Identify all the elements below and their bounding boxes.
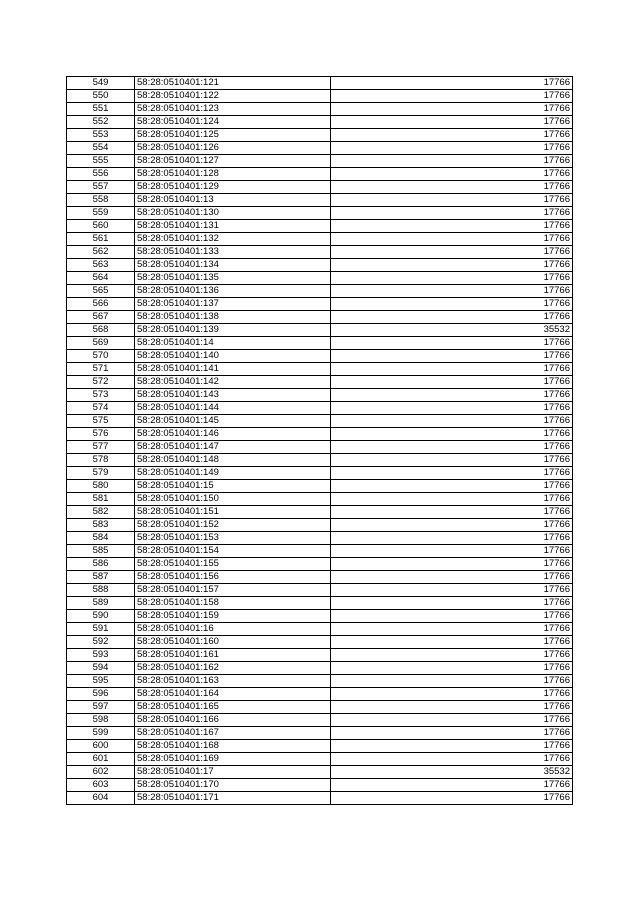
cadastral-number-cell: 58:28:0510401:161 (135, 649, 331, 662)
cadastral-number-cell: 58:28:0510401:141 (135, 363, 331, 376)
row-number-cell: 560 (67, 220, 135, 233)
cadastral-number-cell: 58:28:0510401:127 (135, 155, 331, 168)
row-number-cell: 580 (67, 480, 135, 493)
value-cell: 17766 (331, 584, 573, 597)
table-row (67, 220, 573, 233)
table-row (67, 532, 573, 545)
row-number-cell: 551 (67, 103, 135, 116)
table-row (67, 350, 573, 363)
table-row (67, 623, 573, 636)
cadastral-number-cell: 58:28:0510401:168 (135, 740, 331, 753)
table-row (67, 181, 573, 194)
row-number-cell: 571 (67, 363, 135, 376)
value-cell: 17766 (331, 259, 573, 272)
row-number-cell: 596 (67, 688, 135, 701)
value-cell: 17766 (331, 142, 573, 155)
value-cell: 17766 (331, 675, 573, 688)
value-cell: 17766 (331, 90, 573, 103)
table-row (67, 324, 573, 337)
table-row (67, 298, 573, 311)
cadastral-number-cell: 58:28:0510401:144 (135, 402, 331, 415)
value-cell: 17766 (331, 506, 573, 519)
document-page (66, 76, 572, 805)
row-number-cell: 570 (67, 350, 135, 363)
table-row (67, 662, 573, 675)
row-number-cell: 594 (67, 662, 135, 675)
value-cell: 17766 (331, 207, 573, 220)
cadastral-number-cell: 58:28:0510401:135 (135, 272, 331, 285)
value-cell: 17766 (331, 701, 573, 714)
table-row (67, 753, 573, 766)
cadastral-number-cell: 58:28:0510401:14 (135, 337, 331, 350)
table-row (67, 792, 573, 805)
value-cell: 17766 (331, 155, 573, 168)
value-cell: 17766 (331, 714, 573, 727)
cadastral-number-cell: 58:28:0510401:163 (135, 675, 331, 688)
value-cell: 17766 (331, 233, 573, 246)
table-row (67, 402, 573, 415)
value-cell: 17766 (331, 285, 573, 298)
cadastral-number-cell: 58:28:0510401:16 (135, 623, 331, 636)
cadastral-number-cell: 58:28:0510401:133 (135, 246, 331, 259)
table-row (67, 480, 573, 493)
row-number-cell: 564 (67, 272, 135, 285)
row-number-cell: 591 (67, 623, 135, 636)
row-number-cell: 556 (67, 168, 135, 181)
value-cell: 35532 (331, 324, 573, 337)
row-number-cell: 581 (67, 493, 135, 506)
value-cell: 17766 (331, 480, 573, 493)
table-row (67, 506, 573, 519)
row-number-cell: 552 (67, 116, 135, 129)
value-cell: 17766 (331, 740, 573, 753)
table-row (67, 714, 573, 727)
row-number-cell: 557 (67, 181, 135, 194)
row-number-cell: 583 (67, 519, 135, 532)
row-number-cell: 576 (67, 428, 135, 441)
table-row (67, 155, 573, 168)
cadastral-number-cell: 58:28:0510401:124 (135, 116, 331, 129)
row-number-cell: 604 (67, 792, 135, 805)
row-number-cell: 595 (67, 675, 135, 688)
row-number-cell: 569 (67, 337, 135, 350)
cadastral-number-cell: 58:28:0510401:126 (135, 142, 331, 155)
table-row (67, 688, 573, 701)
value-cell: 17766 (331, 441, 573, 454)
table-row (67, 272, 573, 285)
table-row (67, 285, 573, 298)
cadastral-number-cell: 58:28:0510401:146 (135, 428, 331, 441)
row-number-cell: 549 (67, 77, 135, 90)
table-row (67, 701, 573, 714)
table-row (67, 415, 573, 428)
value-cell: 17766 (331, 415, 573, 428)
cadastral-number-cell: 58:28:0510401:137 (135, 298, 331, 311)
row-number-cell: 599 (67, 727, 135, 740)
table-row (67, 545, 573, 558)
value-cell: 17766 (331, 402, 573, 415)
table-row (67, 363, 573, 376)
value-cell: 17766 (331, 779, 573, 792)
row-number-cell: 562 (67, 246, 135, 259)
row-number-cell: 563 (67, 259, 135, 272)
value-cell: 17766 (331, 519, 573, 532)
cadastral-number-cell: 58:28:0510401:128 (135, 168, 331, 181)
cadastral-number-cell: 58:28:0510401:165 (135, 701, 331, 714)
cadastral-number-cell: 58:28:0510401:129 (135, 181, 331, 194)
value-cell: 17766 (331, 389, 573, 402)
value-cell: 17766 (331, 493, 573, 506)
row-number-cell: 578 (67, 454, 135, 467)
value-cell: 17766 (331, 532, 573, 545)
value-cell: 17766 (331, 727, 573, 740)
row-number-cell: 553 (67, 129, 135, 142)
row-number-cell: 561 (67, 233, 135, 246)
row-number-cell: 575 (67, 415, 135, 428)
row-number-cell: 586 (67, 558, 135, 571)
table-row (67, 597, 573, 610)
value-cell: 17766 (331, 272, 573, 285)
row-number-cell: 558 (67, 194, 135, 207)
cadastral-number-cell: 58:28:0510401:121 (135, 77, 331, 90)
cadastral-number-cell: 58:28:0510401:145 (135, 415, 331, 428)
value-cell: 17766 (331, 298, 573, 311)
table-row (67, 90, 573, 103)
cadastral-number-cell: 58:28:0510401:154 (135, 545, 331, 558)
table-row (67, 740, 573, 753)
value-cell: 17766 (331, 623, 573, 636)
value-cell: 17766 (331, 311, 573, 324)
table-row (67, 467, 573, 480)
table-row (67, 727, 573, 740)
value-cell: 17766 (331, 610, 573, 623)
row-number-cell: 598 (67, 714, 135, 727)
row-number-cell: 579 (67, 467, 135, 480)
row-number-cell: 592 (67, 636, 135, 649)
value-cell: 17766 (331, 753, 573, 766)
table-row (67, 233, 573, 246)
value-cell: 17766 (331, 467, 573, 480)
row-number-cell: 602 (67, 766, 135, 779)
row-number-cell: 572 (67, 376, 135, 389)
row-number-cell: 582 (67, 506, 135, 519)
table-row (67, 558, 573, 571)
row-number-cell: 566 (67, 298, 135, 311)
row-number-cell: 577 (67, 441, 135, 454)
row-number-cell: 584 (67, 532, 135, 545)
table-row (67, 571, 573, 584)
table-row (67, 376, 573, 389)
table-row (67, 116, 573, 129)
table-row (67, 259, 573, 272)
table-row (67, 675, 573, 688)
table-row (67, 194, 573, 207)
cadastral-number-cell: 58:28:0510401:158 (135, 597, 331, 610)
value-cell: 17766 (331, 792, 573, 805)
cadastral-number-cell: 58:28:0510401:142 (135, 376, 331, 389)
table-row (67, 207, 573, 220)
value-cell: 17766 (331, 688, 573, 701)
row-number-cell: 550 (67, 90, 135, 103)
row-number-cell: 567 (67, 311, 135, 324)
row-number-cell: 555 (67, 155, 135, 168)
cadastral-number-cell: 58:28:0510401:132 (135, 233, 331, 246)
table-row (67, 428, 573, 441)
cadastral-number-cell: 58:28:0510401:157 (135, 584, 331, 597)
cadastral-number-cell: 58:28:0510401:13 (135, 194, 331, 207)
cadastral-number-cell: 58:28:0510401:152 (135, 519, 331, 532)
value-cell: 17766 (331, 545, 573, 558)
value-cell: 35532 (331, 766, 573, 779)
row-number-cell: 554 (67, 142, 135, 155)
cadastral-number-cell: 58:28:0510401:164 (135, 688, 331, 701)
value-cell: 17766 (331, 220, 573, 233)
value-cell: 17766 (331, 597, 573, 610)
cadastral-number-cell: 58:28:0510401:160 (135, 636, 331, 649)
row-number-cell: 593 (67, 649, 135, 662)
table-row (67, 610, 573, 623)
cadastral-number-cell: 58:28:0510401:143 (135, 389, 331, 402)
table-row (67, 246, 573, 259)
table-row (67, 649, 573, 662)
cadastral-number-cell: 58:28:0510401:122 (135, 90, 331, 103)
value-cell: 17766 (331, 350, 573, 363)
value-cell: 17766 (331, 363, 573, 376)
cadastral-number-cell: 58:28:0510401:166 (135, 714, 331, 727)
value-cell: 17766 (331, 571, 573, 584)
row-number-cell: 597 (67, 701, 135, 714)
row-number-cell: 588 (67, 584, 135, 597)
table-row (67, 311, 573, 324)
table-row (67, 129, 573, 142)
cadastral-number-cell: 58:28:0510401:140 (135, 350, 331, 363)
cadastral-number-cell: 58:28:0510401:136 (135, 285, 331, 298)
row-number-cell: 601 (67, 753, 135, 766)
table-row (67, 584, 573, 597)
cadastral-number-cell: 58:28:0510401:153 (135, 532, 331, 545)
table-row (67, 441, 573, 454)
value-cell: 17766 (331, 129, 573, 142)
row-number-cell: 587 (67, 571, 135, 584)
table-row (67, 636, 573, 649)
row-number-cell: 573 (67, 389, 135, 402)
cadastral-number-cell: 58:28:0510401:169 (135, 753, 331, 766)
table-row (67, 779, 573, 792)
table-row (67, 389, 573, 402)
value-cell: 17766 (331, 376, 573, 389)
cadastral-number-cell: 58:28:0510401:151 (135, 506, 331, 519)
table-row (67, 337, 573, 350)
value-cell: 17766 (331, 77, 573, 90)
value-cell: 17766 (331, 337, 573, 350)
value-cell: 17766 (331, 636, 573, 649)
table-row (67, 519, 573, 532)
table-row (67, 454, 573, 467)
row-number-cell: 590 (67, 610, 135, 623)
row-number-cell: 585 (67, 545, 135, 558)
cadastral-table (66, 76, 573, 805)
table-row (67, 493, 573, 506)
value-cell: 17766 (331, 246, 573, 259)
value-cell: 17766 (331, 454, 573, 467)
cadastral-number-cell: 58:28:0510401:147 (135, 441, 331, 454)
value-cell: 17766 (331, 428, 573, 441)
value-cell: 17766 (331, 649, 573, 662)
cadastral-number-cell: 58:28:0510401:130 (135, 207, 331, 220)
cadastral-number-cell: 58:28:0510401:149 (135, 467, 331, 480)
table-body (67, 77, 573, 805)
cadastral-number-cell: 58:28:0510401:167 (135, 727, 331, 740)
cadastral-number-cell: 58:28:0510401:123 (135, 103, 331, 116)
row-number-cell: 589 (67, 597, 135, 610)
cadastral-number-cell: 58:28:0510401:125 (135, 129, 331, 142)
cadastral-number-cell: 58:28:0510401:15 (135, 480, 331, 493)
cadastral-number-cell: 58:28:0510401:150 (135, 493, 331, 506)
cadastral-number-cell: 58:28:0510401:156 (135, 571, 331, 584)
cadastral-number-cell: 58:28:0510401:131 (135, 220, 331, 233)
value-cell: 17766 (331, 662, 573, 675)
row-number-cell: 568 (67, 324, 135, 337)
value-cell: 17766 (331, 103, 573, 116)
cadastral-number-cell: 58:28:0510401:170 (135, 779, 331, 792)
row-number-cell: 565 (67, 285, 135, 298)
cadastral-number-cell: 58:28:0510401:155 (135, 558, 331, 571)
cadastral-number-cell: 58:28:0510401:159 (135, 610, 331, 623)
cadastral-number-cell: 58:28:0510401:138 (135, 311, 331, 324)
row-number-cell: 559 (67, 207, 135, 220)
table-row (67, 168, 573, 181)
cadastral-number-cell: 58:28:0510401:162 (135, 662, 331, 675)
table-row (67, 142, 573, 155)
row-number-cell: 600 (67, 740, 135, 753)
cadastral-number-cell: 58:28:0510401:134 (135, 259, 331, 272)
value-cell: 17766 (331, 558, 573, 571)
value-cell: 17766 (331, 181, 573, 194)
value-cell: 17766 (331, 116, 573, 129)
cadastral-number-cell: 58:28:0510401:148 (135, 454, 331, 467)
table-row (67, 766, 573, 779)
cadastral-number-cell: 58:28:0510401:139 (135, 324, 331, 337)
row-number-cell: 603 (67, 779, 135, 792)
cadastral-number-cell: 58:28:0510401:17 (135, 766, 331, 779)
value-cell: 17766 (331, 168, 573, 181)
cadastral-number-cell: 58:28:0510401:171 (135, 792, 331, 805)
table-row (67, 103, 573, 116)
value-cell: 17766 (331, 194, 573, 207)
row-number-cell: 574 (67, 402, 135, 415)
table-row (67, 77, 573, 90)
